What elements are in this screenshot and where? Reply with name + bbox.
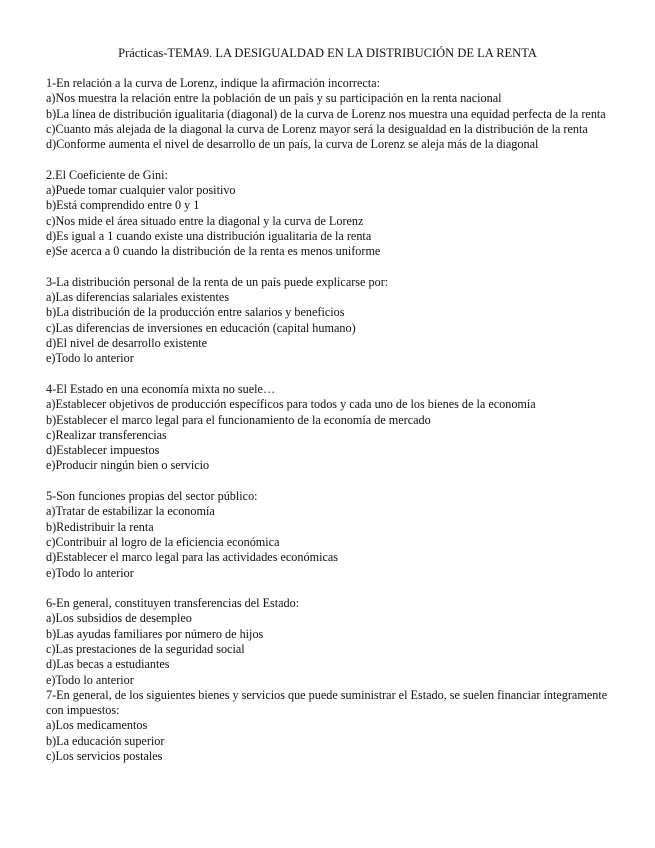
option-c: c)Las prestaciones de la seguridad social — [46, 641, 245, 656]
option-e: e)Todo lo anterior — [46, 351, 134, 366]
question-text: 7-En general, de los siguientes bienes y servicios que puede suministrar el Estado, se suelen financiar íntegramente con impuestos: — [46, 687, 608, 718]
question-6 — [46, 596, 616, 688]
option-b: b)Establecer el marco legal para el funcionamiento de la economía de mercado — [46, 412, 431, 427]
question-text: 3-La distribución personal de la renta de un país puede explicarse por: — [46, 274, 389, 289]
option-a: a)Tratar de estabilizar la economía — [46, 504, 215, 519]
option-b: b)Está comprendido entre 0 y 1 — [46, 198, 200, 213]
question-text: 6-En general, constituyen transferencias del Estado: — [46, 596, 300, 611]
question-3 — [46, 275, 616, 367]
option-b: b)La línea de distribución igualitaria (diagonal) de la curva de Lorenz nos muestra una equidad perfecta de la renta — [46, 106, 606, 121]
document-title: Prácticas-TEMA9. LA DESIGUALDAD EN LA DISTRIBUCIÓN DE LA RENTA — [118, 46, 537, 60]
question-2 — [46, 168, 616, 260]
option-e: e)Todo lo anterior — [46, 672, 134, 687]
question-5 — [46, 489, 616, 581]
question-text: 5-Son funciones propias del sector público: — [46, 489, 258, 504]
option-d: d)Conforme aumenta el nivel de desarrollo de un país, la curva de Lorenz se aleja más de la diagonal — [46, 137, 539, 152]
option-c: c)Nos mide el área situado entre la diagonal y la curva de Lorenz — [46, 213, 364, 228]
option-b: b)La educación superior — [46, 733, 165, 748]
question-text: 4-El Estado en una economía mixta no suele… — [46, 381, 276, 396]
option-c: c)Realizar transferencias — [46, 427, 167, 442]
option-c: c)Las diferencias de inversiones en educación (capital humano) — [46, 320, 356, 335]
question-7 — [46, 688, 616, 764]
option-d: d)Es igual a 1 cuando existe una distribución igualitaria de la renta — [46, 228, 372, 243]
question-4 — [46, 382, 616, 474]
option-a: a)Establecer objetivos de producción específicos para todos y cada uno de los bienes de la economía — [46, 397, 536, 412]
option-e: e)Se acerca a 0 cuando la distribución de la renta es menos uniforme — [46, 244, 381, 259]
question-1 — [46, 76, 616, 152]
option-d: d)Las becas a estudiantes — [46, 657, 170, 672]
question-list — [46, 76, 616, 764]
option-d: d)Establecer impuestos — [46, 443, 160, 458]
option-a: a)Los subsidios de desempleo — [46, 611, 192, 626]
option-c: c)Los servicios postales — [46, 749, 163, 764]
option-d: d)El nivel de desarrollo existente — [46, 336, 208, 351]
option-a: a)Los medicamentos — [46, 718, 148, 733]
option-a: a)Nos muestra la relación entre la población de un país y su participación en la renta nacional — [46, 91, 502, 106]
option-d: d)Establecer el marco legal para las actividades económicas — [46, 550, 339, 565]
option-b: b)Redistribuir la renta — [46, 519, 154, 534]
option-e: e)Producir ningún bien o servicio — [46, 458, 210, 473]
option-a: a)Puede tomar cualquier valor positivo — [46, 183, 236, 198]
option-a: a)Las diferencias salariales existentes — [46, 290, 230, 305]
question-text: 1-En relación a la curva de Lorenz, indique la afirmación incorrecta: — [46, 76, 380, 90]
option-c: c)Cuanto más alejada de la diagonal la curva de Lorenz mayor será la desigualdad en la distribución de la renta — [46, 121, 588, 136]
question-text: 2.El Coeficiente de Gini: — [46, 167, 168, 182]
option-b: b)La distribución de la producción entre salarios y beneficios — [46, 305, 345, 320]
option-b: b)Las ayudas familiares por número de hijos — [46, 626, 264, 641]
option-c: c)Contribuir al logro de la eficiencia económica — [46, 534, 280, 549]
option-e: e)Todo lo anterior — [46, 565, 134, 580]
